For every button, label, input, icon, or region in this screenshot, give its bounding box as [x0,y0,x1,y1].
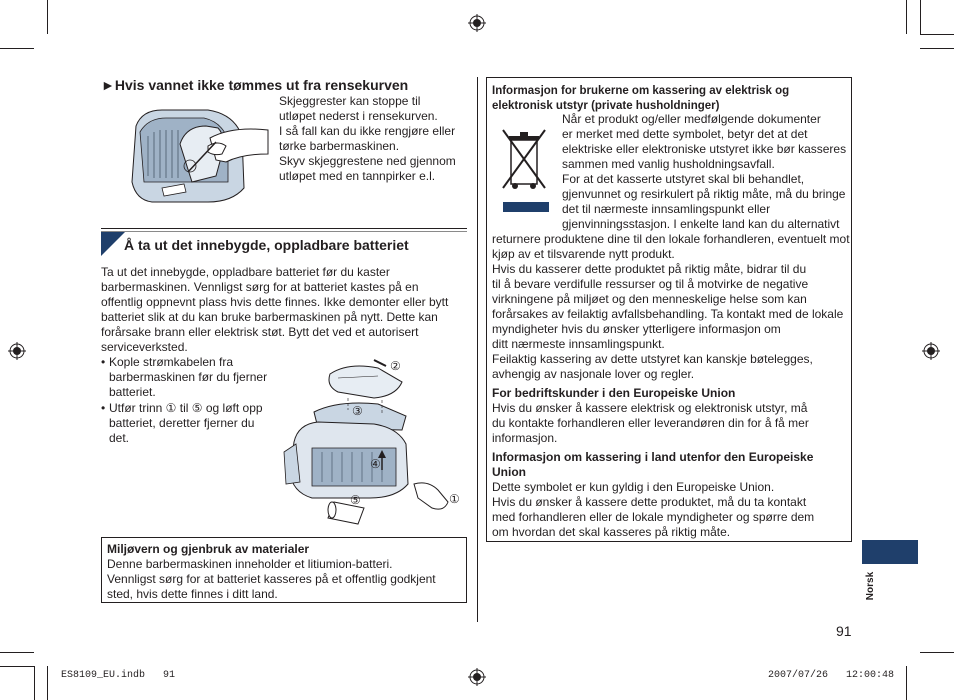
disposal-body [492,232,850,382]
section-triangle-icon [101,232,125,256]
weee-line: Når et produkt og/eller medfølgende dokumenter [562,112,821,126]
weee-line: det til nærmeste innsamlingspunkt eller [562,202,771,216]
bullet-icon: • [101,355,106,369]
business-title: For bedriftskunder i den Europeiske Union [492,386,736,400]
water-line: Skjeggrester kan stoppe til [279,94,421,108]
business-text [492,401,850,446]
disposal-title [492,84,848,114]
crop-mark [920,48,954,49]
language-tab [862,566,880,606]
water-line: I så fall kan du ikke rengjøre eller [279,124,456,138]
environment-line: sted, hvis dette finnes i ditt land. [107,587,278,601]
disposal-line: Feilaktig kassering av dette utstyret kan kanskje bøtelegges, [492,352,813,366]
disposal-line: returnere produktene dine til den lokale forhandleren, eventuelt mot [492,232,850,246]
battery-intro-line: Ta ut det innebygde, oppladbare batteriet før du kaster [101,265,390,279]
weee-line: gjenvinningsstasjon. I enkelte land kan du alternativt [562,217,840,231]
disposal-line: forårsakes av feilaktig avfallsbehandling. Ta kontakt med de lokale [492,307,844,321]
disposal-line: ditt nærmeste innsamlingspunkt. [492,337,665,351]
disposal-line: avhengig av nasjonale lover og regler. [492,367,695,381]
water-line: utløpet med en tannpirker e.l. [279,169,436,183]
crop-mark [906,0,907,34]
column-divider [477,77,478,622]
outside-eu-title [492,450,850,480]
outside-eu-line: om hvordan det skal kasseres på riktig måte. [492,525,731,539]
bullet-line: Kople strømkabelen fra [109,355,234,369]
weee-line: sammen med vanlig husholdningsavfall. [562,157,775,171]
disposal-title-line: Informasjon for brukerne om kassering av elektrisk og [492,85,790,97]
section-heading-water: ►Hvis vannet ikke tømmes ut fra rensekurven [101,77,409,93]
disposal-info-box [486,77,852,542]
crop-mark [920,0,921,34]
section-heading-battery: Å ta ut det innebygde, oppladbare batteriet [124,237,409,253]
footer-file: ES8109_EU.indb 91 [61,670,176,681]
bullet-icon: • [101,401,106,415]
diagram-label: ① [449,492,460,506]
crop-mark [920,34,954,35]
weee-line: er merket med dette symbolet, betyr det at det [562,127,808,141]
disposal-line: Hvis du kasserer dette produktet på riktig måte, bidrar til du [492,262,807,276]
footer-timestamp: 2007/07/26 12:00:48 [768,670,895,681]
bullet-line: batteriet. [109,385,156,399]
disposal-line: myndigheter hvis du ønsker ytterligere informasjon om [492,322,781,336]
crop-mark [0,652,34,653]
section-rule [101,228,467,229]
outside-eu-title-line: Union [492,465,526,479]
water-line: tørke barbermaskinen. [279,139,400,153]
business-line: Hvis du ønsker å kassere elektrisk og elektronisk utstyr, må [492,401,808,415]
bullet-line: det. [109,431,130,445]
outside-eu-text [492,480,850,540]
business-line: informasjon. [492,431,558,445]
registration-mark-icon [468,668,486,686]
battery-intro [101,265,471,355]
shaver-cleaning-illustration [122,96,272,210]
language-label: Norsk [865,571,876,601]
bullet-item [109,401,284,446]
crossed-bin-icon [501,126,551,214]
outside-eu-line: Dette symbolet er kun gyldig i den Europeiske Union. [492,480,775,494]
battery-removal-diagram [278,352,468,532]
battery-intro-line: forårsake brann eller elektrisk støt. Bytt det ved et autorisert [101,325,419,339]
environment-box [101,537,467,603]
weee-line: gjenvunnet og resirkulert på riktig måte, må du bringe [562,187,846,201]
environment-line: Vennligst sørg for at batteriet kasseres på et offentlig godkjent [107,572,436,586]
bullet-line: barbermaskinen før du fjerner [109,370,268,384]
disposal-title-line: elektronisk utstyr (private husholdninger) [492,100,720,112]
crop-mark [47,0,48,34]
water-line: Skyv skjeggrestene ned gjennom [279,154,456,168]
diagram-label: ⑤ [350,493,361,507]
registration-mark-icon [8,342,26,360]
registration-mark-icon [922,342,940,360]
disposal-line: kjøp av et tilsvarende nytt produkt. [492,247,675,261]
environment-line: Denne barbermaskinen inneholder et litiumion-batteri. [107,557,393,571]
weee-line: elektriske eller elektroniske utstyret ikke bør kasseres [562,142,847,156]
bullet-line: batteriet, deretter fjerner du [109,416,255,430]
bullet-item [109,355,284,400]
weee-text [562,112,852,232]
battery-intro-line: batteriet slik at du kan bruke barbermaskinen på nytt. Dette kan [101,310,438,324]
crop-mark [906,666,907,700]
crop-mark [0,666,34,667]
crop-mark [47,666,48,700]
environment-title: Miljøvern og gjenbruk av materialer [107,542,310,556]
section-rule [101,231,467,232]
page-number: 91 [836,623,852,639]
water-instructions [279,94,469,184]
outside-eu-line: Hvis du ønsker å kassere dette produktet, må du ta kontakt [492,495,807,509]
crop-mark [920,652,954,653]
crop-mark [0,48,34,49]
language-tab-bar [862,540,918,564]
disposal-line: virkningene på miljøet og den menneskelige helse som kan [492,292,807,306]
registration-mark-icon [468,14,486,32]
business-line: du kontakte forhandleren eller leverandøren din for å få mer [492,416,809,430]
environment-text [107,557,463,602]
battery-intro-line: barbermaskinen. Vennligst sørg for at batteriet kastes på en [101,280,419,294]
battery-intro-line: serviceverksted. [101,340,188,354]
water-line: utløpet nederst i rensekurven. [279,109,438,123]
battery-intro-line: offentlig oppnevnt plass hvis dette finnes. Ikke demonter eller bytt [101,295,449,309]
weee-line: For at det kasserte utstyret skal bli behandlet, [562,172,805,186]
bullet-line: Utfør trinn ① til ⑤ og løft opp [109,401,263,415]
crop-mark [34,666,35,700]
diagram-label: ② [390,359,401,373]
diagram-label: ③ [352,404,363,418]
diagram-label: ④ [370,457,381,471]
outside-eu-line: med forhandleren eller de lokale myndigheter og spørre dem [492,510,815,524]
outside-eu-title-line: Informasjon om kassering i land utenfor den Europeiske [492,450,814,464]
disposal-line: til å bevare verdifulle ressurser og til å motvirke de negative [492,277,809,291]
